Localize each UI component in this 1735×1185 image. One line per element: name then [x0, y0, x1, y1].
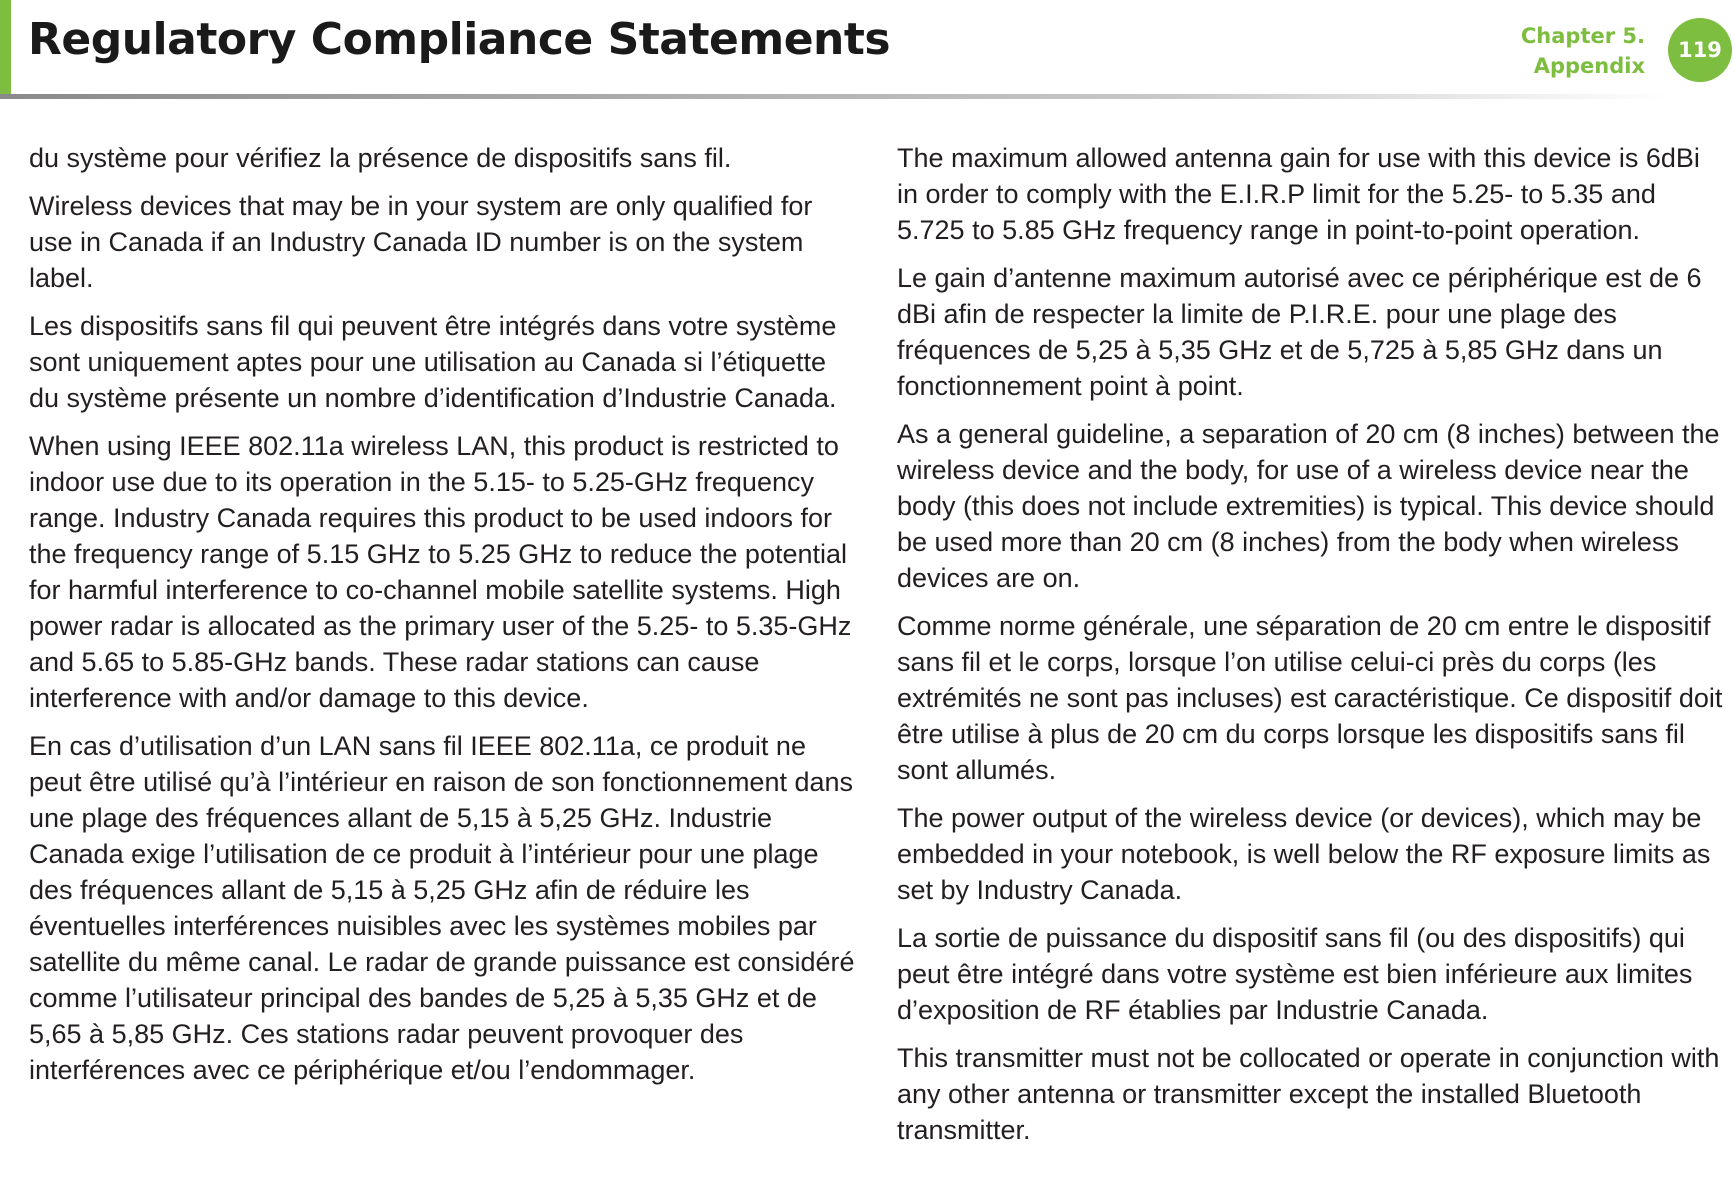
paragraph: Comme norme générale, une séparation de 20 cm entre le dispositif sans fil et le corps, lorsque l’on utilise celui-ci près du corps (les extrémités ne sont pas incluses) est caractéristique. Ce dispositif doit être utilise à plus de 20 cm du corps lorsque les dispositifs sans fil sont allumés. [897, 611, 1723, 785]
left-column [29, 140, 859, 1100]
chapter-name: Appendix [1533, 54, 1645, 78]
header-divider [0, 94, 1670, 99]
accent-bar [0, 0, 11, 96]
chapter-number: Chapter 5. [1520, 24, 1645, 48]
paragraph: Les dispositifs sans fil qui peuvent être intégrés dans votre système sont uniquement aptes pour une utilisation au Canada si l’étiquette du système présente un nombre d’identification d’Industrie Canada. [29, 311, 837, 413]
paragraph: du système pour vérifiez la présence de dispositifs sans fil. [29, 143, 732, 173]
paragraph: As a general guideline, a separation of 20 cm (8 inches) between the wireless device and the body, for use of a wireless device near the body (this does not include extremities) is typical. This device should be used more than 20 cm (8 inches) from the body when wireless devices are on. [897, 419, 1720, 593]
paragraph: Wireless devices that may be in your system are only qualified for use in Canada if an Industry Canada ID number is on the system label. [29, 191, 813, 293]
page-title: Regulatory Compliance Statements [28, 14, 891, 65]
page-number-badge: 119 [1668, 18, 1732, 82]
paragraph: La sortie de puissance du dispositif sans fil (ou des dispositifs) qui peut être intégré dans votre système est bien inférieure aux limites d’exposition de RF établies par Industrie Canada. [897, 923, 1693, 1025]
paragraph: The power output of the wireless device (or devices), which may be embedded in your notebook, is well below the RF exposure limits as set by Industry Canada. [897, 803, 1711, 905]
paragraph: This transmitter must not be collocated or operate in conjunction with any other antenna or transmitter except the installed Bluetooth transmitter. [897, 1043, 1720, 1145]
paragraph: The maximum allowed antenna gain for use with this device is 6dBi in order to comply with the E.I.R.P limit for the 5.25- to 5.35 and 5.725 to 5.85 GHz frequency range in point-to-point operation. [897, 143, 1700, 245]
paragraph: Le gain d’antenne maximum autorisé avec ce périphérique est de 6 dBi afin de respecter la limite de P.I.R.E. pour une plage des fréquences de 5,25 à 5,35 GHz et de 5,725 à 5,85 GHz dans un fonctionnement point à point. [897, 263, 1702, 401]
paragraph: When using IEEE 802.11a wireless LAN, this product is restricted to indoor use due to its operation in the 5.15- to 5.25-GHz frequency range. Industry Canada requires this product to be used indoors for the frequency range of 5.15 GHz to 5.25 GHz to reduce the potential for harmful interference to co-channel mobile satellite systems. High power radar is allocated as the primary user of the 5.25- to 5.35-GHz and 5.65 to 5.85-GHz bands. These radar stations can cause interference with and/or damage to this device. [29, 431, 852, 713]
paragraph: En cas d’utilisation d’un LAN sans fil IEEE 802.11a, ce produit ne peut être utilisé qu’à l’intérieur en raison de son fonctionnement dans une plage des fréquences allant de 5,15 à 5,25 GHz. Industrie Canada exige l’utilisation de ce produit à l’intérieur pour une plage des fréquences allant de 5,15 à 5,25 GHz afin de réduire les éventuelles interférences nuisibles avec les systèmes mobiles par satellite du même canal. Le radar de grande puissance est considéré comme l’utilisateur principal des bandes de 5,25 à 5,35 GHz et de 5,65 à 5,85 GHz. Ces stations radar peuvent provoquer des interférences avec ce périphérique et/ou l’endommager. [29, 731, 855, 1085]
chapter-label [1521, 21, 1645, 81]
right-column [897, 140, 1727, 1160]
